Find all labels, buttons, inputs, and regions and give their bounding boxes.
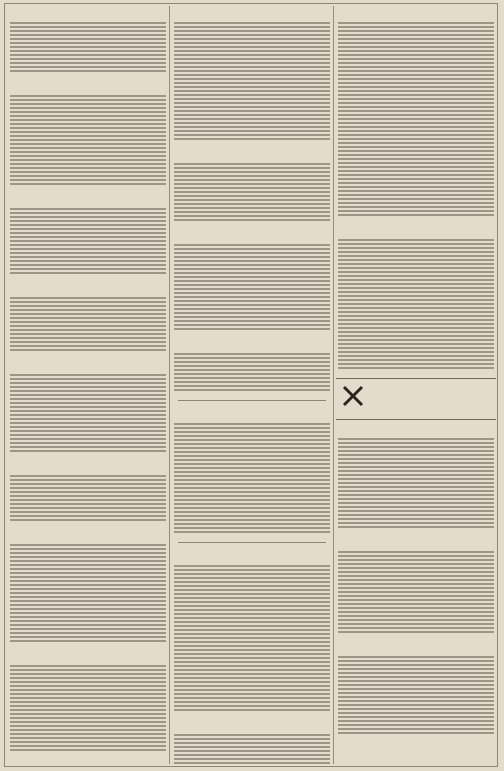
article-text-lines: [174, 22, 330, 142]
column-3: [336, 6, 496, 764]
cross-icon: [342, 385, 364, 407]
article: [8, 651, 168, 753]
article-headline: [8, 283, 168, 295]
article-text-lines: [338, 239, 494, 371]
article: [8, 283, 168, 353]
article-headline: [336, 424, 496, 436]
section-headline: [172, 404, 332, 421]
section-headline: [172, 546, 332, 563]
column-rule: [169, 6, 170, 764]
article-text-lines: [10, 297, 166, 353]
article: [172, 339, 332, 393]
article-text-lines: [174, 163, 330, 223]
article-headline: [172, 720, 332, 732]
article-headline: [172, 339, 332, 351]
article: [172, 720, 332, 764]
article: [172, 404, 332, 535]
article-text-lines: [174, 565, 330, 713]
article: [336, 642, 496, 736]
article-text-lines: [10, 475, 166, 523]
article: [8, 8, 168, 74]
article-headline: [8, 81, 168, 93]
article-headline: [8, 360, 168, 372]
article-text-lines: [174, 244, 330, 332]
section-divider: [178, 542, 326, 543]
article-text-lines: [338, 656, 494, 736]
article-headline: [172, 230, 332, 242]
column-2: [172, 6, 332, 764]
article-headline: [336, 537, 496, 549]
section-divider: [178, 400, 326, 401]
article-text-lines: [10, 95, 166, 187]
article-text-lines: [10, 665, 166, 753]
article: [8, 194, 168, 276]
article-text-lines: [10, 208, 166, 276]
column-rule: [333, 6, 334, 764]
article: [172, 149, 332, 223]
article: [336, 225, 496, 371]
article: [8, 81, 168, 187]
article-headline: [172, 8, 332, 20]
article: [8, 360, 168, 454]
article-text-lines: [174, 353, 330, 393]
article: [172, 546, 332, 713]
article: [8, 760, 168, 764]
article: [336, 8, 496, 218]
article: [336, 424, 496, 530]
article-text-lines: [10, 544, 166, 644]
article-headline: [8, 760, 168, 764]
article-headline: [8, 194, 168, 206]
article-headline: [336, 642, 496, 654]
article: [8, 461, 168, 523]
article-text-lines: [174, 423, 330, 535]
article: [172, 8, 332, 142]
article: [8, 530, 168, 644]
article-text-lines: [10, 22, 166, 74]
article-headline: [8, 8, 168, 20]
article-headline: [336, 225, 496, 237]
local-news-section-header: [336, 378, 496, 420]
article-text-lines: [338, 438, 494, 530]
article-text-lines: [338, 551, 494, 635]
article-headline: [8, 461, 168, 473]
article-headline: [336, 8, 496, 20]
article-text-lines: [174, 734, 330, 764]
article-headline: [172, 149, 332, 161]
article-headline: [8, 651, 168, 663]
article: [172, 230, 332, 332]
article-text-lines: [10, 374, 166, 454]
article: [336, 537, 496, 635]
article-text-lines: [338, 22, 494, 218]
column-1: [8, 6, 168, 764]
article-headline: [8, 530, 168, 542]
